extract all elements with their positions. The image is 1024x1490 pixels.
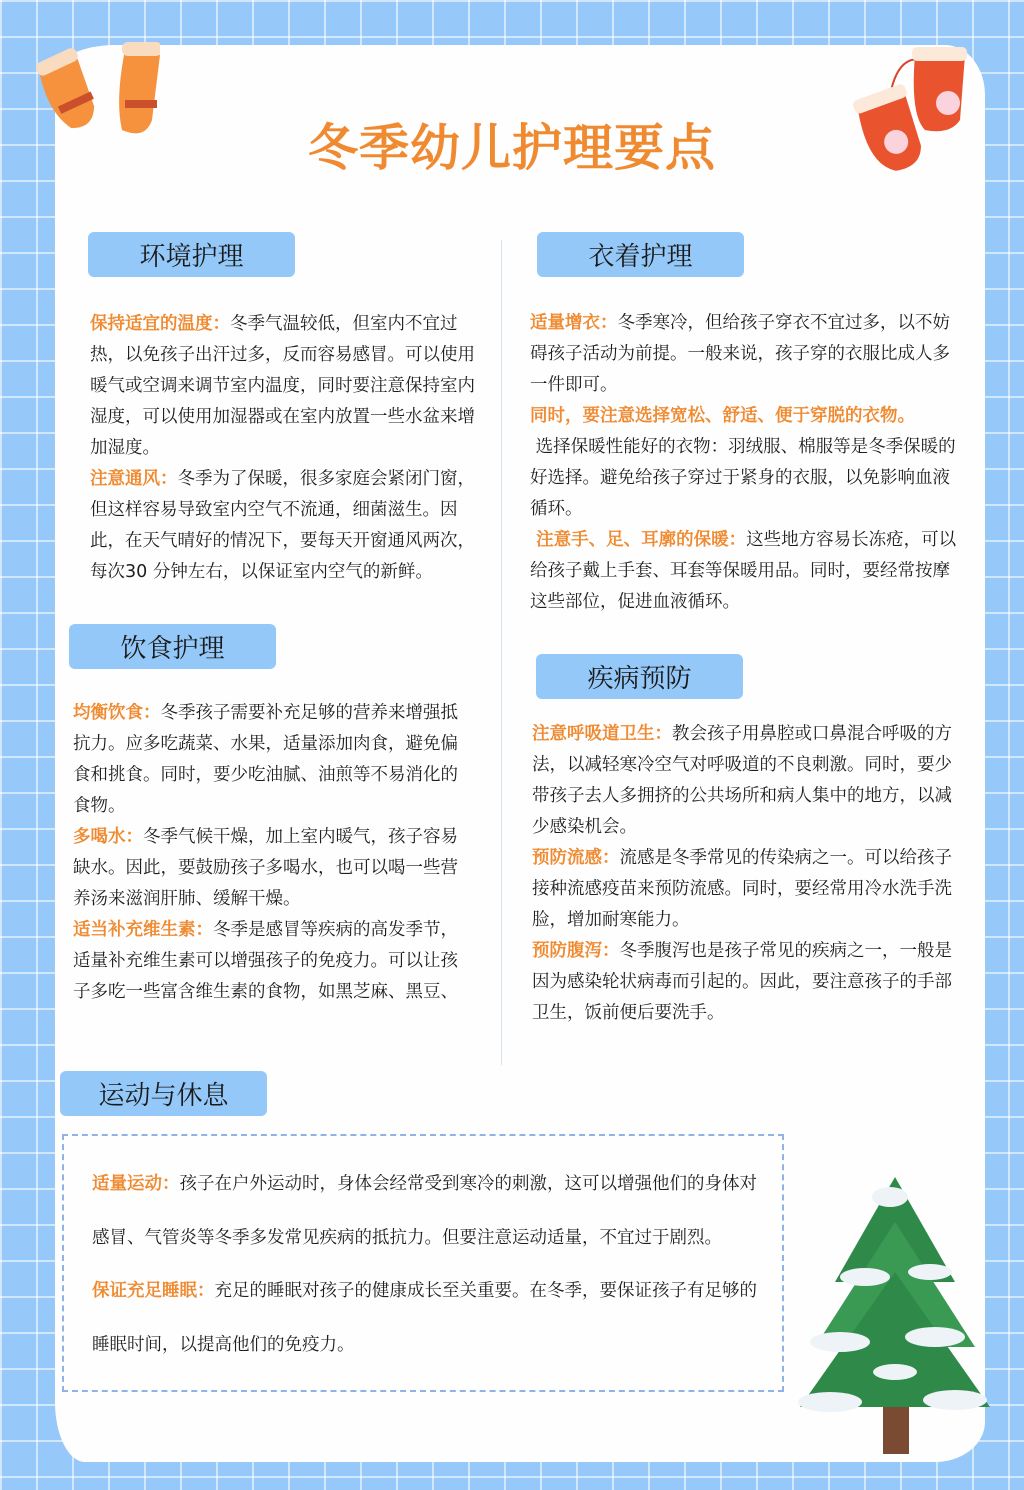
section-header-environment: 环境护理 [88,232,295,277]
item-text: 冬季腹泻也是孩子常见的疾病之一，一般是因为感染轮状病毒而引起的。因此，要注意孩子的手部卫生，饭前便后要洗手。 [532,941,952,1023]
item-label: 均衡饮食： [73,703,161,723]
item-label: 同时，要注意选择宽松、舒适、便于穿脱的衣物。 [530,406,915,426]
item-text: 孩子在户外运动时，身体会经常受到寒冷的刺激，这可以增强他们的身体对感冒、气管炎等冬季多发常见疾病的抵抗力。但要注意运动适量，不宜过于剧烈。 [92,1174,757,1248]
section-header-clothing: 衣着护理 [537,232,744,277]
item-label: 适量运动： [92,1174,180,1194]
item-label: 适量增衣： [530,313,618,333]
section-clothing [530,232,966,618]
diet-content [73,698,465,1008]
environment-content [90,309,475,588]
item-label: 适当补充维生素： [73,920,213,940]
section-header-diet: 饮食护理 [69,624,276,669]
item-text: 冬季气候干燥，加上室内暖气，孩子容易缺水。因此，要鼓励孩子多喝水，也可以喝一些营养汤来滋润肝肺、缓解干燥。 [73,827,458,909]
list-item [530,308,966,401]
item-label: 多喝水： [73,827,143,847]
list-item [73,698,465,822]
item-text: 充足的睡眠对孩子的健康成长至关重要。在冬季，要保证孩子有足够的睡眠时间，以提高他们的免疫力。 [92,1281,757,1355]
item-text: 选择保暖性能好的衣物：羽绒服、棉服等是冬季保暖的好选择。避免给孩子穿过于紧身的衣服，以免影响血液循环。 [530,437,956,519]
item-text: 流感是冬季常见的传染病之一。可以给孩子接种流感疫苗来预防流感。同时，要经常用冷水洗手洗脸，增加耐寒能力。 [532,848,952,930]
right-column [530,232,966,1065]
list-item [73,915,465,1008]
section-header-disease: 疾病预防 [536,654,743,699]
disease-content [532,719,966,1029]
list-item [532,719,966,843]
list-item [530,401,966,432]
list-item [530,432,966,525]
item-text: 教会孩子用鼻腔或口鼻混合呼吸的方法，以减轻寒冷空气对呼吸道的不良刺激。同时，要少带孩子去人多拥挤的公共场所和病人集中的地方，以减少感染机会。 [532,724,952,837]
item-label: 预防流感： [532,848,620,868]
exercise-box [62,1134,784,1392]
item-text: 冬季为了保暖，很多家庭会紧闭门窗，但这样容易导致室内空气不流通，细菌滋生。因此，在天气晴好的情况下，要每天开窗通风两次，每次30 分钟左右，以保证室内空气的新鲜。 [90,469,475,582]
item-label: 预防腹泻： [532,941,620,961]
item-text: 冬季孩子需要补充足够的营养来增强抵抗力。应多吃蔬菜、水果，适量添加肉食，避免偏食和挑食。同时，要少吃油腻、油煎等不易消化的食物。 [73,703,458,816]
list-item [532,843,966,936]
page-title: 冬季幼儿护理要点 [308,119,716,177]
section-header-exercise: 运动与休息 [60,1071,267,1116]
item-label: 保持适宜的温度： [90,314,230,334]
item-text: 冬季是感冒等疾病的高发季节，适量补充维生素可以增强孩子的免疫力。可以让孩子多吃一些富含维生素的食物，如黑芝麻、黑豆、 [73,920,458,1002]
snowy-tree-icon [795,1172,995,1457]
section-environment [69,232,475,588]
section-disease [530,654,966,1029]
item-text: 冬季气温较低，但室内不宜过热，以免孩子出汗过多，反而容易感冒。可以使用暖气或空调来调节室内温度，同时要注意保持室内湿度，可以使用加湿器或在室内放置一些水盆来增加湿度。 [90,314,475,458]
list-item [532,936,966,1029]
list-item [73,822,465,915]
item-text: 这些地方容易长冻疮，可以给孩子戴上手套、耳套等保暖用品。同时，要经常按摩这些部位，促进血液循环。 [530,530,957,612]
two-column-area [0,232,1024,1065]
list-item [92,1265,770,1372]
exercise-content [92,1158,770,1372]
section-diet [69,624,469,1008]
list-item [92,1158,770,1265]
item-label: 注意呼吸道卫生： [532,724,672,744]
clothing-content [530,308,966,618]
item-label: 保证充足睡眠： [92,1281,215,1301]
left-column [69,232,475,1065]
list-item [90,309,475,464]
column-divider [501,240,502,1065]
list-item [90,464,475,588]
item-text: 冬季寒冷，但给孩子穿衣不宜过多，以不妨碍孩子活动为前提。一般来说，孩子穿的衣服比成人多一件即可。 [530,313,950,395]
item-label: 注意通风： [90,469,178,489]
list-item [530,525,966,618]
item-label: 注意手、足、耳廓的保暖： [530,530,747,550]
